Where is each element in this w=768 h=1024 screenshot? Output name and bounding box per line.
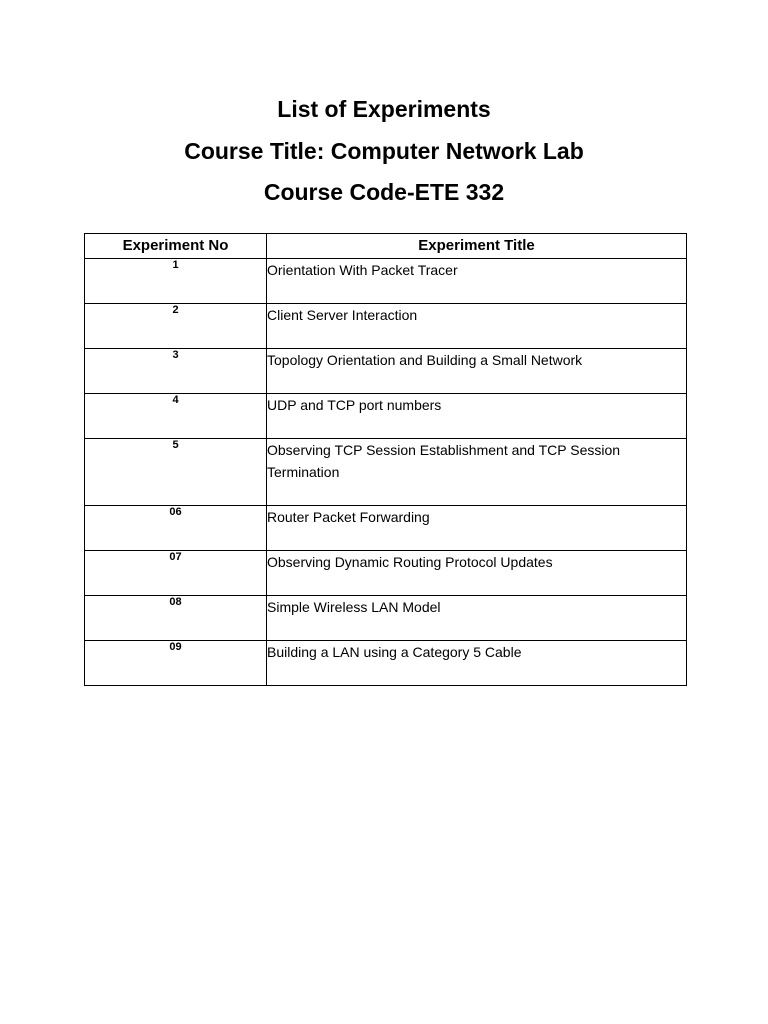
experiment-number: 09	[85, 641, 267, 686]
table-row	[85, 349, 687, 394]
experiment-number: 3	[85, 349, 267, 394]
experiment-number: 2	[85, 304, 267, 349]
table-row	[85, 394, 687, 439]
experiment-title: Router Packet Forwarding	[267, 506, 687, 551]
table-row	[85, 259, 687, 304]
experiment-title: Building a LAN using a Category 5 Cable	[267, 641, 687, 686]
table-header-row	[85, 234, 687, 259]
table-row	[85, 506, 687, 551]
experiment-title: Observing Dynamic Routing Protocol Updates	[267, 551, 687, 596]
table-row	[85, 304, 687, 349]
experiment-number: 1	[85, 259, 267, 304]
experiment-title: Topology Orientation and Building a Small Network	[267, 349, 687, 394]
table-row	[85, 551, 687, 596]
experiment-number: 4	[85, 394, 267, 439]
course-title: Course Title: Computer Network Lab	[184, 138, 584, 164]
table-row	[85, 641, 687, 686]
experiment-title: Observing TCP Session Establishment and TCP Session Termination	[267, 439, 687, 506]
document-title: List of Experiments	[277, 96, 491, 122]
experiment-number: 07	[85, 551, 267, 596]
table-row	[85, 596, 687, 641]
experiment-title: Orientation With Packet Tracer	[267, 259, 687, 304]
experiments-table	[84, 233, 687, 686]
experiment-number: 06	[85, 506, 267, 551]
table-row	[85, 439, 687, 506]
experiment-number: 08	[85, 596, 267, 641]
experiment-title: Simple Wireless LAN Model	[267, 596, 687, 641]
column-header-experiment-no: Experiment No	[85, 234, 267, 259]
experiment-number: 5	[85, 439, 267, 506]
course-code: Course Code-ETE 332	[263, 179, 505, 205]
experiment-title: Client Server Interaction	[267, 304, 687, 349]
experiment-title: UDP and TCP port numbers	[267, 394, 687, 439]
column-header-experiment-title: Experiment Title	[267, 234, 687, 259]
